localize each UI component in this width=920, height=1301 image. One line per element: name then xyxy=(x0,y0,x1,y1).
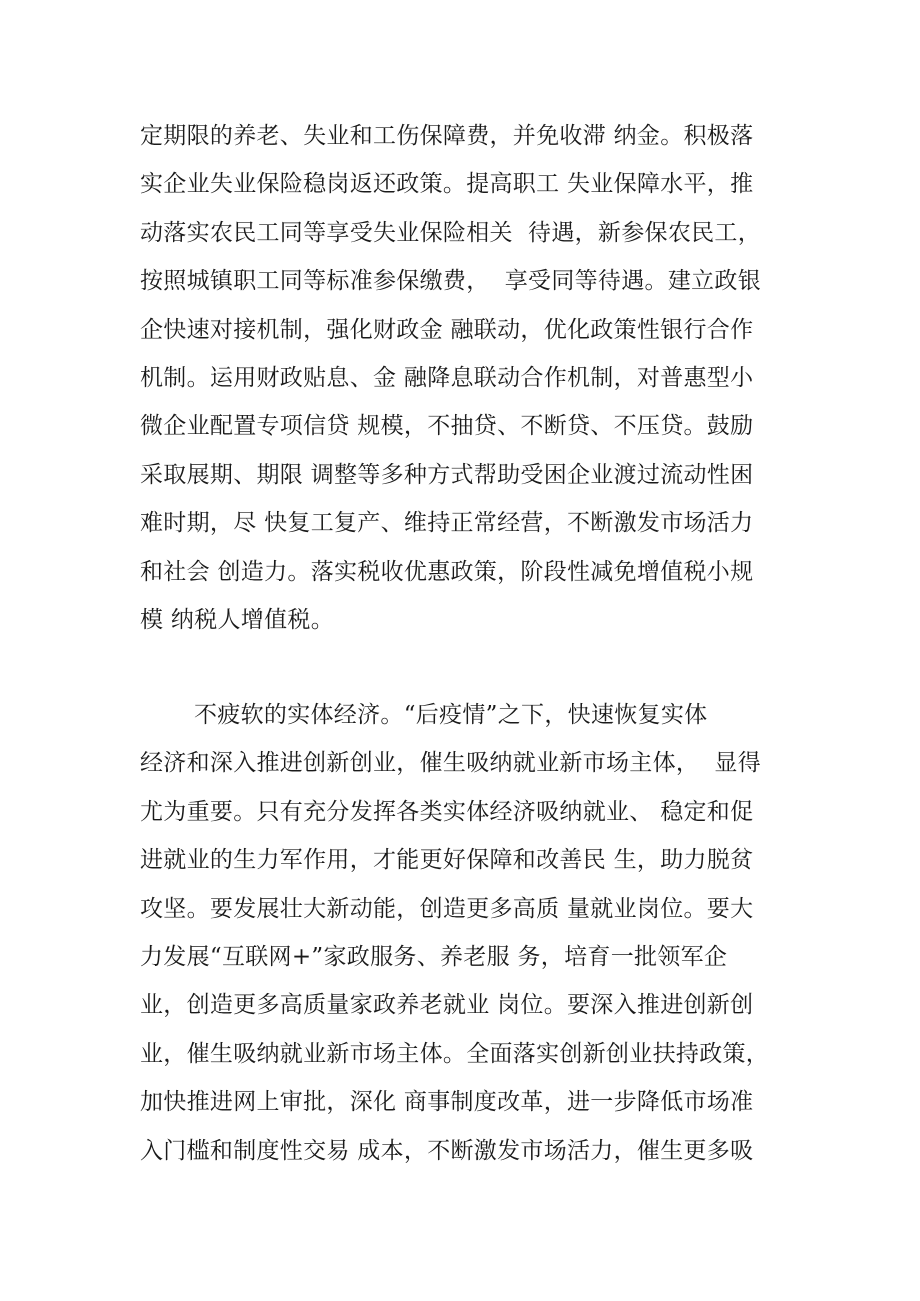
text-line: 模 纳税人增值税。 xyxy=(140,606,335,633)
text-line: 业，催生吸纳就业新市场主体。全面落实创新创业扶持政策， xyxy=(140,1040,770,1067)
text-line: 业，创造更多高质量家政养老就业 岗位。要深入推进创新创 xyxy=(140,992,754,1019)
text-line: 采取展期、期限 调整等多种方式帮助受困企业渡过流动性困 xyxy=(140,461,754,488)
text-line: 微企业配置专项信贷 规模，不抽贷、不断贷、不压贷。鼓励 xyxy=(140,413,754,440)
text-line: 入门槛和制度性交易 成本，不断激发市场活力，催生更多吸 xyxy=(140,1137,754,1164)
text-line: 进就业的生力军作用，才能更好保障和改善民 生，助力脱贫 xyxy=(140,847,754,874)
text-line: 难时期，尽 快复工复产、维持正常经营，不断激发市场活力 xyxy=(140,510,754,537)
text-line: 机制。运用财政贴息、金 融降息联动合作机制，对普惠型小 xyxy=(140,364,754,391)
text-line: 加快推进网上审批，深化 商事制度改革，进一步降低市场准 xyxy=(140,1089,754,1116)
text-line: 企快速对接机制，强化财政金 融联动，优化政策性银行合作 xyxy=(140,316,754,343)
text-line: 定期限的养老、失业和工伤保障费，并免收滞 纳金。积极落 xyxy=(140,123,754,149)
paragraph-policy-support xyxy=(140,112,820,644)
paragraph-heading-line: 不疲软的实体经济。“后疫情”之下，快速恢复实体 xyxy=(194,702,708,728)
paragraph-real-economy xyxy=(140,691,820,1175)
text-line: 尤为重要。只有充分发挥各类实体经济吸纳就业、 稳定和促 xyxy=(140,798,754,825)
text-line: 经济和深入推进创新创业，催生吸纳就业新市场主体， 显得 xyxy=(140,750,762,777)
text-line: 按照城镇职工同等标准参保缴费， 享受同等待遇。建立政银 xyxy=(140,268,762,295)
text-line: 动落实农民工同等享受失业保险相关 待遇，新参保农民工， xyxy=(140,219,762,246)
text-line: 攻坚。要发展壮大新动能，创造更多高质 量就业岗位。要大 xyxy=(140,895,754,922)
text-line: 和社会 创造力。落实税收优惠政策，阶段性减免增值税小规 xyxy=(140,558,754,585)
text-line: 实企业失业保险稳岗返还政策。提高职工 失业保障水平，推 xyxy=(140,171,754,198)
text-line: 力发展“互联网+”家政服务、养老服 务，培育一批领军企 xyxy=(140,943,728,970)
